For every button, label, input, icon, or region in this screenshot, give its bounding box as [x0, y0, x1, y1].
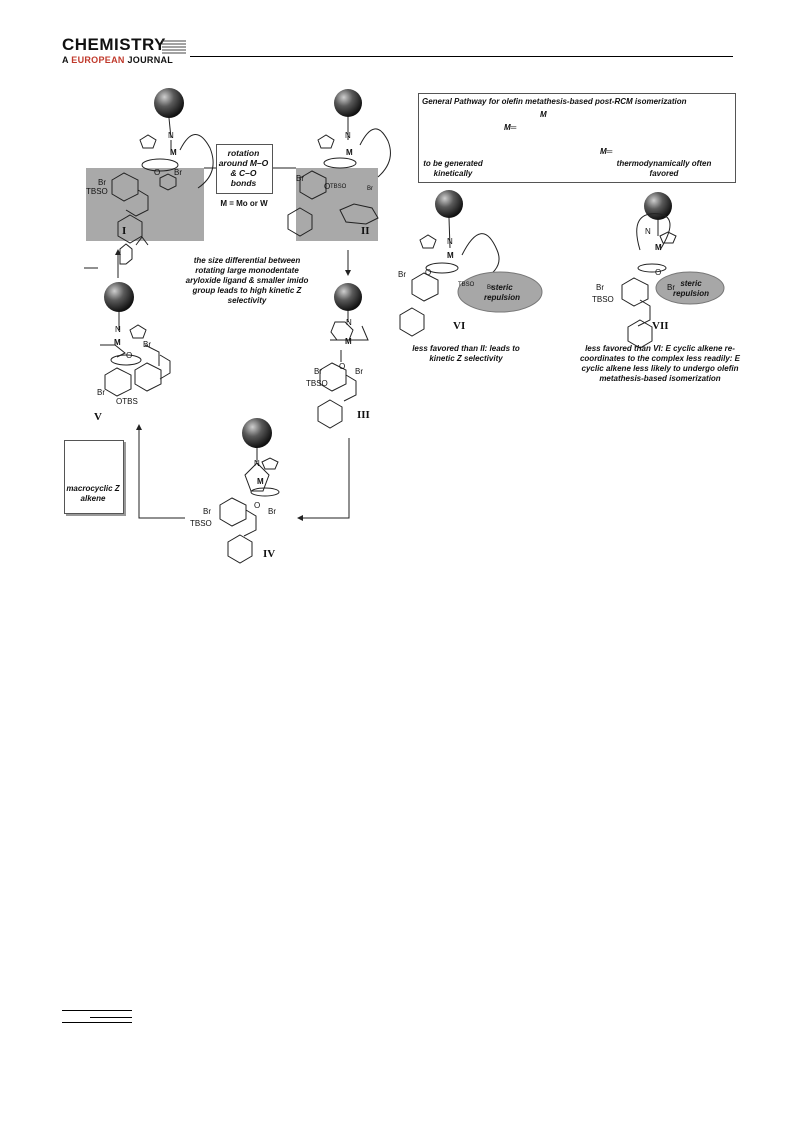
ligand-sketches [100, 117, 676, 563]
journal-subtitle-c: JOURNAL [124, 55, 174, 65]
catalyst-ball-VII [644, 192, 672, 220]
pathway-title: General Pathway for olefin metathesis-based post-RCM isomerization [422, 97, 687, 106]
footer-rule-1 [62, 1010, 132, 1011]
atom-Br-VI-b: Br [487, 285, 493, 291]
atom-M-V: M [114, 338, 121, 347]
footer-rule-2 [90, 1017, 132, 1018]
atom-TBSO-III: TBSO [306, 379, 328, 388]
vi-caption: less favored than II: leads to kinetic Z selectivity [412, 344, 520, 363]
atom-M-II: M [346, 148, 353, 157]
atom-Br-V-a: Br [143, 340, 151, 349]
size-differential-note: the size differential between rotating large monodentate aryloxide ligand & smaller imido group leads to high kinetic Z selectivity [185, 256, 309, 305]
atom-TBSO-II: TBSO [330, 184, 347, 190]
catalyst-ball-I [154, 88, 184, 118]
footer-rule-3 [62, 1022, 132, 1023]
pathway-m-label-1: M═ [504, 123, 517, 132]
catalyst-ball-II [334, 89, 362, 117]
atom-Br-IV-b: Br [268, 507, 276, 516]
pathway-right-caption: thermodynamically often favored [616, 159, 712, 178]
atom-TBSO-VII: TBSO [592, 295, 614, 304]
arrow-IV-to-V [139, 425, 185, 518]
pathway-m-label-2: M═ [600, 147, 613, 156]
atom-TBSO-I: TBSO [86, 187, 108, 196]
catalyst-ball-III [334, 283, 362, 311]
atom-O-II: O [324, 182, 331, 191]
atom-N-II: N [345, 131, 351, 140]
label-III: III [357, 409, 370, 421]
rotation-m-note: M = Mo or W [220, 199, 268, 208]
atom-Br-I-b: Br [174, 168, 182, 177]
atom-M-VI: M [447, 251, 454, 260]
label-II: II [361, 225, 370, 237]
steric-label-VII: steric repulsion [672, 279, 709, 298]
atom-M-VII: M [655, 243, 662, 252]
atom-M-III: M [345, 337, 352, 346]
atom-Br-VI-a: Br [398, 270, 406, 279]
steric-label-VI: steric repulsion [483, 283, 520, 302]
atom-Br-III-a: Br [314, 367, 322, 376]
atom-O-I: O [154, 168, 161, 177]
atom-N-IV: N [254, 459, 260, 468]
atom-O-IV: O [254, 501, 261, 510]
atom-OTBS-V: OTBS [116, 397, 138, 406]
atom-M-I: M [170, 148, 177, 157]
rotation-text: rotation around M–O & C–O bonds [218, 148, 269, 188]
atom-Br-I-a: Br [98, 178, 106, 187]
atom-Br-II-a: Br [296, 174, 304, 183]
atom-M-IV: M [257, 477, 264, 486]
atom-Br-VII-b: Br [667, 283, 675, 292]
atom-Br-IV-a: Br [203, 507, 211, 516]
catalyst-ball-VI [435, 190, 463, 218]
atom-N-VII: N [645, 227, 651, 236]
atom-N-I: N [168, 131, 174, 140]
atom-Br-III-b: Br [355, 367, 363, 376]
macrocyclic-label: macrocyclic Z alkene [66, 484, 120, 503]
atom-N-III: N [346, 318, 352, 327]
arrow-III-to-IV [298, 438, 349, 518]
label-VII: VII [652, 320, 669, 332]
label-IV: IV [263, 548, 276, 560]
label-VI: VI [453, 320, 466, 332]
atom-O-VII: O [655, 268, 662, 277]
label-I: I [122, 225, 127, 237]
vii-caption: less favored than VI: E cyclic alkene re-coordinates to the complex less readily: E cyclic alkene less likely to undergo olefin metathesis-based isomerization [579, 344, 741, 383]
catalyst-ball-V [104, 282, 134, 312]
journal-subtitle-b: EUROPEAN [71, 55, 125, 65]
atom-Br-VII-a: Br [596, 283, 604, 292]
atom-O-V: O [126, 351, 133, 360]
atom-N-VI: N [447, 237, 453, 246]
journal-title: CHEMISTRY [62, 35, 166, 54]
atom-O-III: O [339, 362, 346, 371]
label-V: V [94, 411, 102, 423]
atom-Br-II-b: Br [367, 186, 373, 192]
atom-Br-V-b: Br [97, 388, 105, 397]
pathway-m-label-3: M [540, 110, 547, 119]
atom-TBSO-VI: TBSO [458, 282, 475, 288]
atom-N-V: N [115, 325, 121, 334]
catalyst-ball-IV [242, 418, 272, 448]
pathway-left-caption: to be generated kinetically [423, 159, 483, 178]
atom-TBSO-IV: TBSO [190, 519, 212, 528]
journal-subtitle-a: A [62, 55, 72, 65]
atom-O-VI: O [425, 268, 432, 277]
